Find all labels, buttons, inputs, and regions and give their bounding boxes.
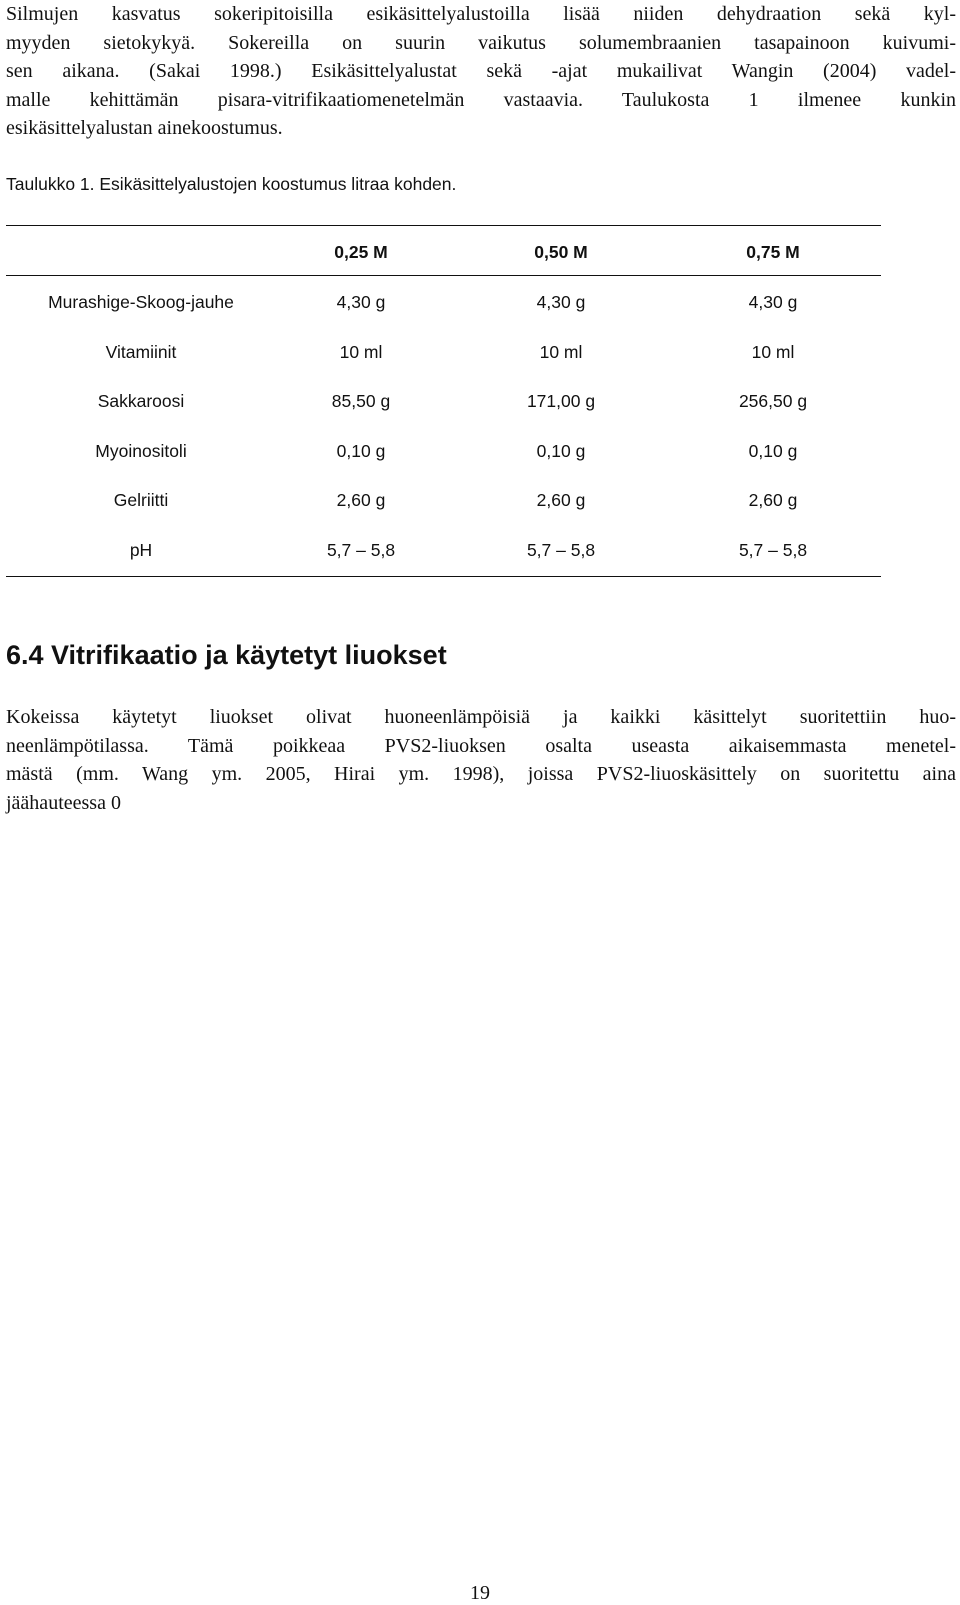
table-header-row [6,238,881,266]
intro-line: sen aikana. (Sakai 1998.) Esikäsittelyalustat sekä -ajat mukailivat Wangin (2004) vadel- [6,60,956,82]
table-cell: 5,7 – 5,8 [326,540,396,560]
table-top-rule [6,225,881,226]
table-cell: 0,10 g [336,441,386,461]
table-cell: Murashige-Skoog-jauhe [48,292,234,312]
table-cell: 2,60 g [748,490,798,510]
table-header-cell: 0,75 M [746,242,800,262]
table-cell: 4,30 g [748,292,798,312]
table-cell: pH [129,540,153,560]
intro-line: malle kehittämän pisara-vitrifikaatiomenetelmän vastaavia. Taulukosta 1 ilmenee kunkin [6,88,956,111]
intro-line: myyden sietokykyä. Sokereilla on suurin vaikutus solumembraanien tasapainoon kuivumi- [6,31,956,54]
table-row [6,486,881,514]
section-line: mästä (mm. Wang ym. 2005, Hirai ym. 1998), joissa PVS2-liuoskäsittely on suoritettu aina [6,763,956,785]
table-cell: 2,60 g [336,490,386,510]
table-cell: 85,50 g [331,391,391,411]
table-cell: 4,30 g [536,292,586,312]
table-cell: 10 ml [339,342,383,362]
table-cell: 256,50 g [738,391,808,411]
table-row [6,437,881,465]
section-line: jäähauteessa 0 [6,791,121,814]
table-caption: Taulukko 1. Esikäsittelyalustojen koostumus litraa kohden. [6,174,457,194]
table-row [6,536,881,564]
intro-line: Silmujen kasvatus sokeripitoisilla esikäsittelyalustoilla lisää niiden dehydraation sekä kyl- [6,3,956,25]
table-cell: 171,00 g [526,391,596,411]
table-header-rule [6,275,881,276]
table-cell: 0,10 g [748,441,798,461]
table-header-cell: 0,50 M [534,242,588,262]
table-header-cell: 0,25 M [334,242,388,262]
table-cell: Vitamiinit [105,342,177,362]
table-bottom-rule [6,576,881,577]
table-cell: 10 ml [539,342,583,362]
table-cell: 0,10 g [536,441,586,461]
table-cell: Sakkaroosi [97,391,185,411]
table-cell: 10 ml [751,342,795,362]
table-row [6,387,881,415]
table-cell: 4,30 g [336,292,386,312]
intro-line: esikäsittelyalustan ainekoostumus. [6,117,283,139]
table-cell: Myoinositoli [95,441,187,461]
section-line: neenlämpötilassa. Tämä poikkeaa PVS2-liuoksen osalta useasta aikaisemmasta menetel- [6,734,956,757]
section-heading: 6.4 Vitrifikaatio ja käytetyt liuokset [6,640,447,670]
table-cell: 5,7 – 5,8 [526,540,596,560]
intro-paragraph [6,0,956,143]
page-number: 19 [470,1582,490,1604]
table-cell: 5,7 – 5,8 [738,540,808,560]
table-cell: 2,60 g [536,490,586,510]
section-paragraph [6,703,956,817]
section-line: Kokeissa käytetyt liuokset olivat huoneenlämpöisiä ja kaikki käsittelyt suoritettiin huo- [6,706,956,728]
table-row [6,288,881,316]
table-cell: Gelriitti [113,490,169,510]
table-row [6,338,881,366]
